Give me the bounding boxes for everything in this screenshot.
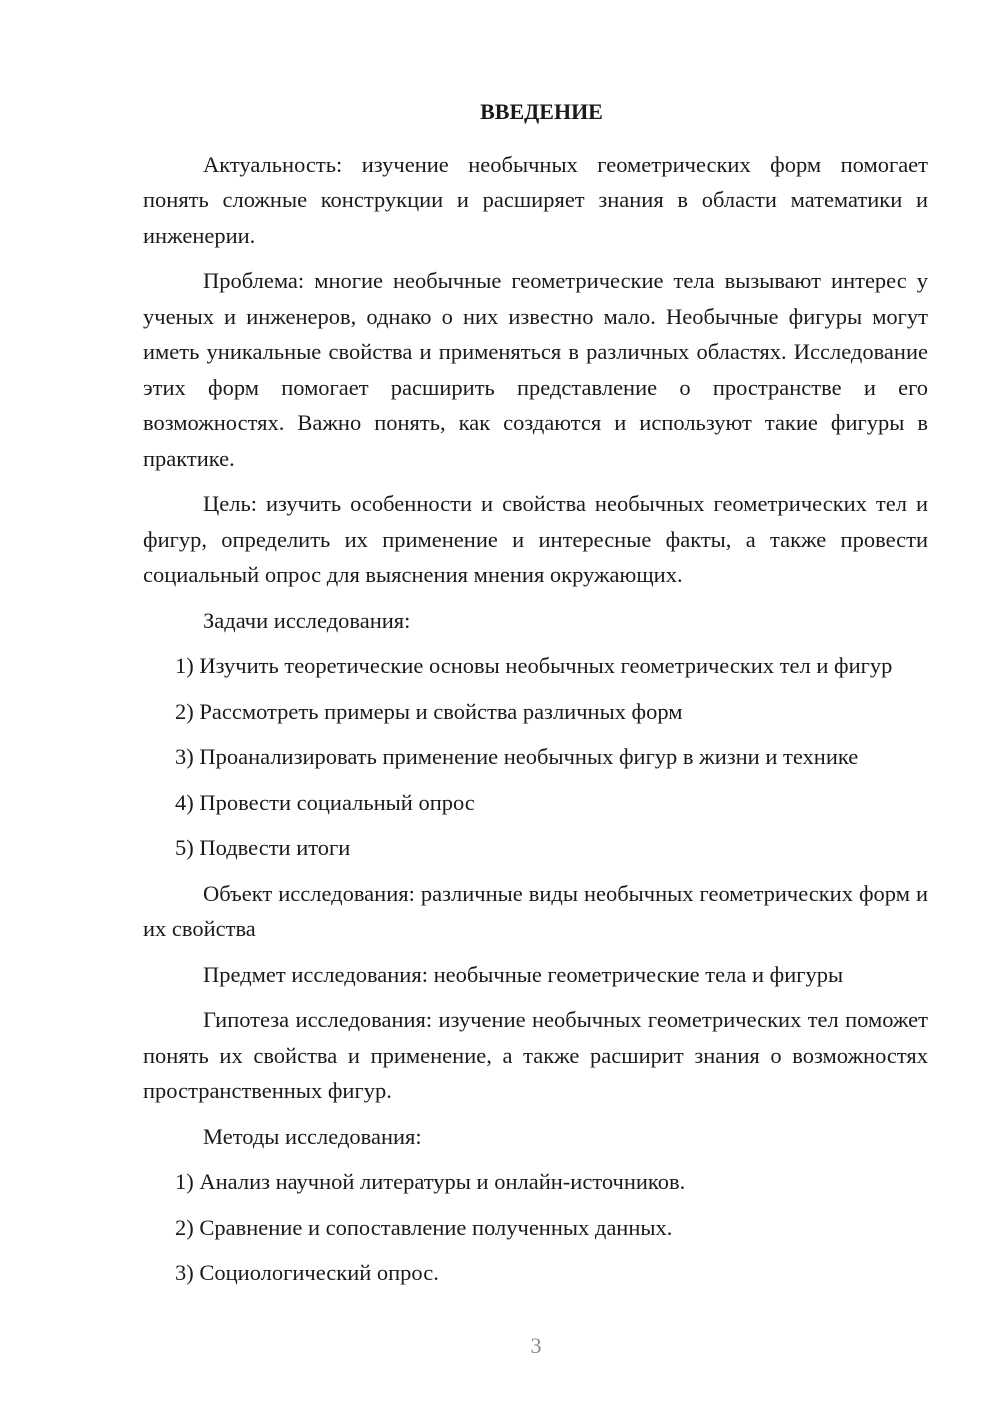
task-item-3: 3) Проанализировать применение необычных фигур в жизни и технике	[175, 744, 859, 769]
methods-heading: Методы исследования:	[203, 1123, 422, 1149]
task-item-5: 5) Подвести итоги	[175, 835, 351, 860]
paragraph-hypothesis: Гипотеза исследования: изучение необычных геометрических тел поможет понять их свойства и применение, а также расширит знания о возможностях пространственных фигур.	[143, 1007, 928, 1103]
page-title: ВВЕДЕНИЕ	[480, 99, 603, 124]
paragraph-object: Объект исследования: различные виды необычных геометрических форм и их свойства	[143, 880, 928, 941]
page-number: 3	[530, 1333, 542, 1358]
paragraph-problem: Проблема: многие необычные геометрические тела вызывают интерес у ученых и инженеров, однако о них известно мало. Необычные фигуры могут иметь уникальные свойства и применяться в различных областях. Исследование этих форм помогает расширить представление о пространстве и его возможностях. Важно понять, как создаются и используют такие фигуры в практике.	[143, 268, 928, 471]
task-item-4: 4) Провести социальный опрос	[175, 789, 475, 815]
method-item-1: 1) Анализ научной литературы и онлайн-источников.	[175, 1169, 686, 1194]
method-item-3: 3) Социологический опрос.	[175, 1260, 439, 1285]
paragraph-goal: Цель: изучить особенности и свойства необычных геометрических тел и фигур, определить их применение и интересные факты, а также провести социальный опрос для выяснения мнения окружающих.	[143, 491, 928, 587]
paragraph-subject: Предмет исследования: необычные геометрические тела и фигуры	[203, 961, 844, 987]
paragraph-relevance: Актуальность: изучение необычных геометрических форм помогает понять сложные конструкции и расширяет знания в области математики и инженерии.	[143, 151, 928, 248]
tasks-heading: Задачи исследования:	[203, 607, 411, 633]
task-item-2: 2) Рассмотреть примеры и свойства различных форм	[175, 698, 683, 724]
method-item-2: 2) Сравнение и сопоставление полученных данных.	[175, 1214, 673, 1240]
task-item-1: 1) Изучить теоретические основы необычных геометрических тел и фигур	[175, 653, 893, 678]
page-content	[143, 94, 928, 1301]
